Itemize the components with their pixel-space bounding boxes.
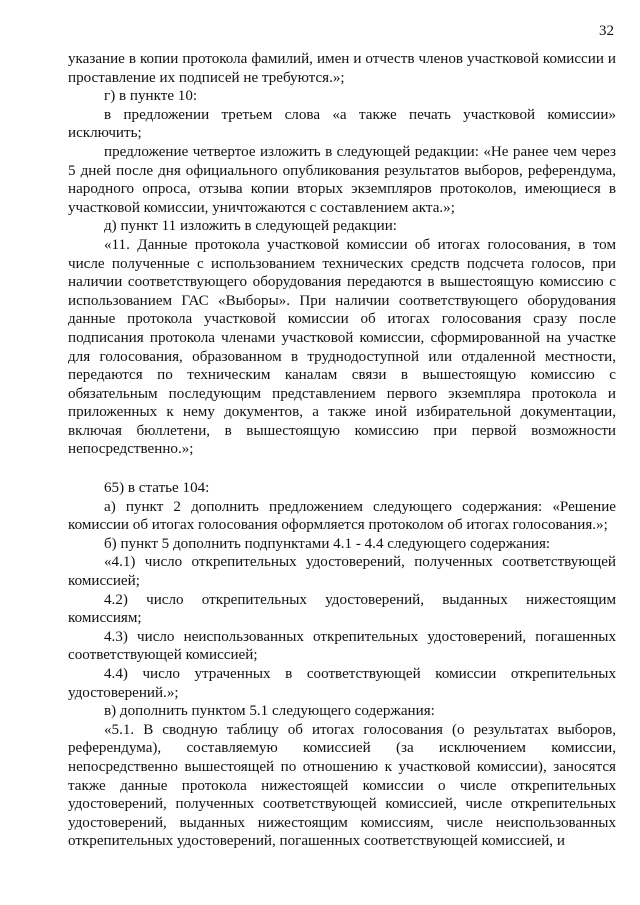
paragraph-subitem-4-2: 4.2) число открепительных удостоверений, выданных нижестоящим комиссиям; bbox=[68, 591, 616, 627]
document-body bbox=[68, 50, 616, 851]
paragraph-point-11: «11. Данные протокола участковой комиссии об итогах голосования, в том числе полученные с использованием технических средств подсчета голосов, при наличии соответствующего оборудования передаются в вышестоящую комиссию с использованием ГАС «Выборы». При наличии соответствующего оборудования данные протокола участковой комиссии об итогах голосования сразу после подписания протокола членами участковой комиссии, сформированной на участке для голосования, образованном в труднодоступной или отдаленной местности, передаются по техническим каналам связи в вышестоящую комиссию с обязательным последующим представлением первого экземпляра протокола и приложенных к нему документов, а также иной избирательной документации, включая бюллетени, в вышестоящую комиссию при первой возможности непосредственно.»; bbox=[68, 236, 616, 458]
paragraph-item-g: г) в пункте 10: bbox=[104, 88, 198, 105]
paragraph-subitem-4-4: 4.4) число утраченных в соответствующей комиссии открепительных удостоверений.»; bbox=[68, 666, 616, 701]
page-number: 32 bbox=[599, 23, 614, 39]
paragraph-subitem-4-1: «4.1) число открепительных удостоверений, полученных соответствующей комиссией; bbox=[68, 554, 616, 590]
paragraph-item-a: а) пункт 2 дополнить предложением следующего содержания: «Решение комиссии об итогах голосования оформляется протоколом об итогах голосования.»; bbox=[68, 498, 616, 534]
paragraph-item-b: б) пункт 5 дополнить подпунктами 4.1 - 4.4 следующего содержания: bbox=[104, 535, 551, 552]
paragraph-continuation: указание в копии протокола фамилий, имен и отчеств членов участковой комиссии и проставление их подписей не требуются.»; bbox=[68, 51, 616, 86]
paragraph-subitem-4-3: 4.3) число неиспользованных открепительных удостоверений, погашенных соответствующей комиссией; bbox=[68, 628, 616, 664]
paragraph-sentence-four: предложение четвертое изложить в следующей редакции: «Не ранее чем через 5 дней после дня официального опубликования результатов выборов, референдума, народного опроса, отзыва копии вторых экземпляров протоколов, имеющиеся в участковой комиссии, уничтожаются с составлением акта.»; bbox=[68, 143, 616, 216]
paragraph-sentence-three: в предложении третьем слова «а также печать участковой комиссии» исключить; bbox=[68, 106, 616, 142]
paragraph-spacer bbox=[68, 459, 616, 479]
paragraph-item-v: в) дополнить пунктом 5.1 следующего содержания: bbox=[104, 703, 435, 720]
paragraph-point-5-1: «5.1. В сводную таблицу об итогах голосования (о результатах выборов, референдума), составляемую комиссией (за исключением комиссии, непосредственно вышестоящей по отношению к участковой комиссии), заносятся также данные протокола нижестоящей комиссии о числе открепительных удостоверений, полученных соответствующей комиссией, числе открепительных удостоверений, выданных нижестоящим комиссиям, числе неиспользованных открепительных удостоверений, погашенных соответствующей комиссией, и bbox=[68, 721, 616, 850]
paragraph-item-65: 65) в статье 104: bbox=[104, 480, 210, 497]
paragraph-item-d: д) пункт 11 изложить в следующей редакции: bbox=[104, 218, 397, 235]
